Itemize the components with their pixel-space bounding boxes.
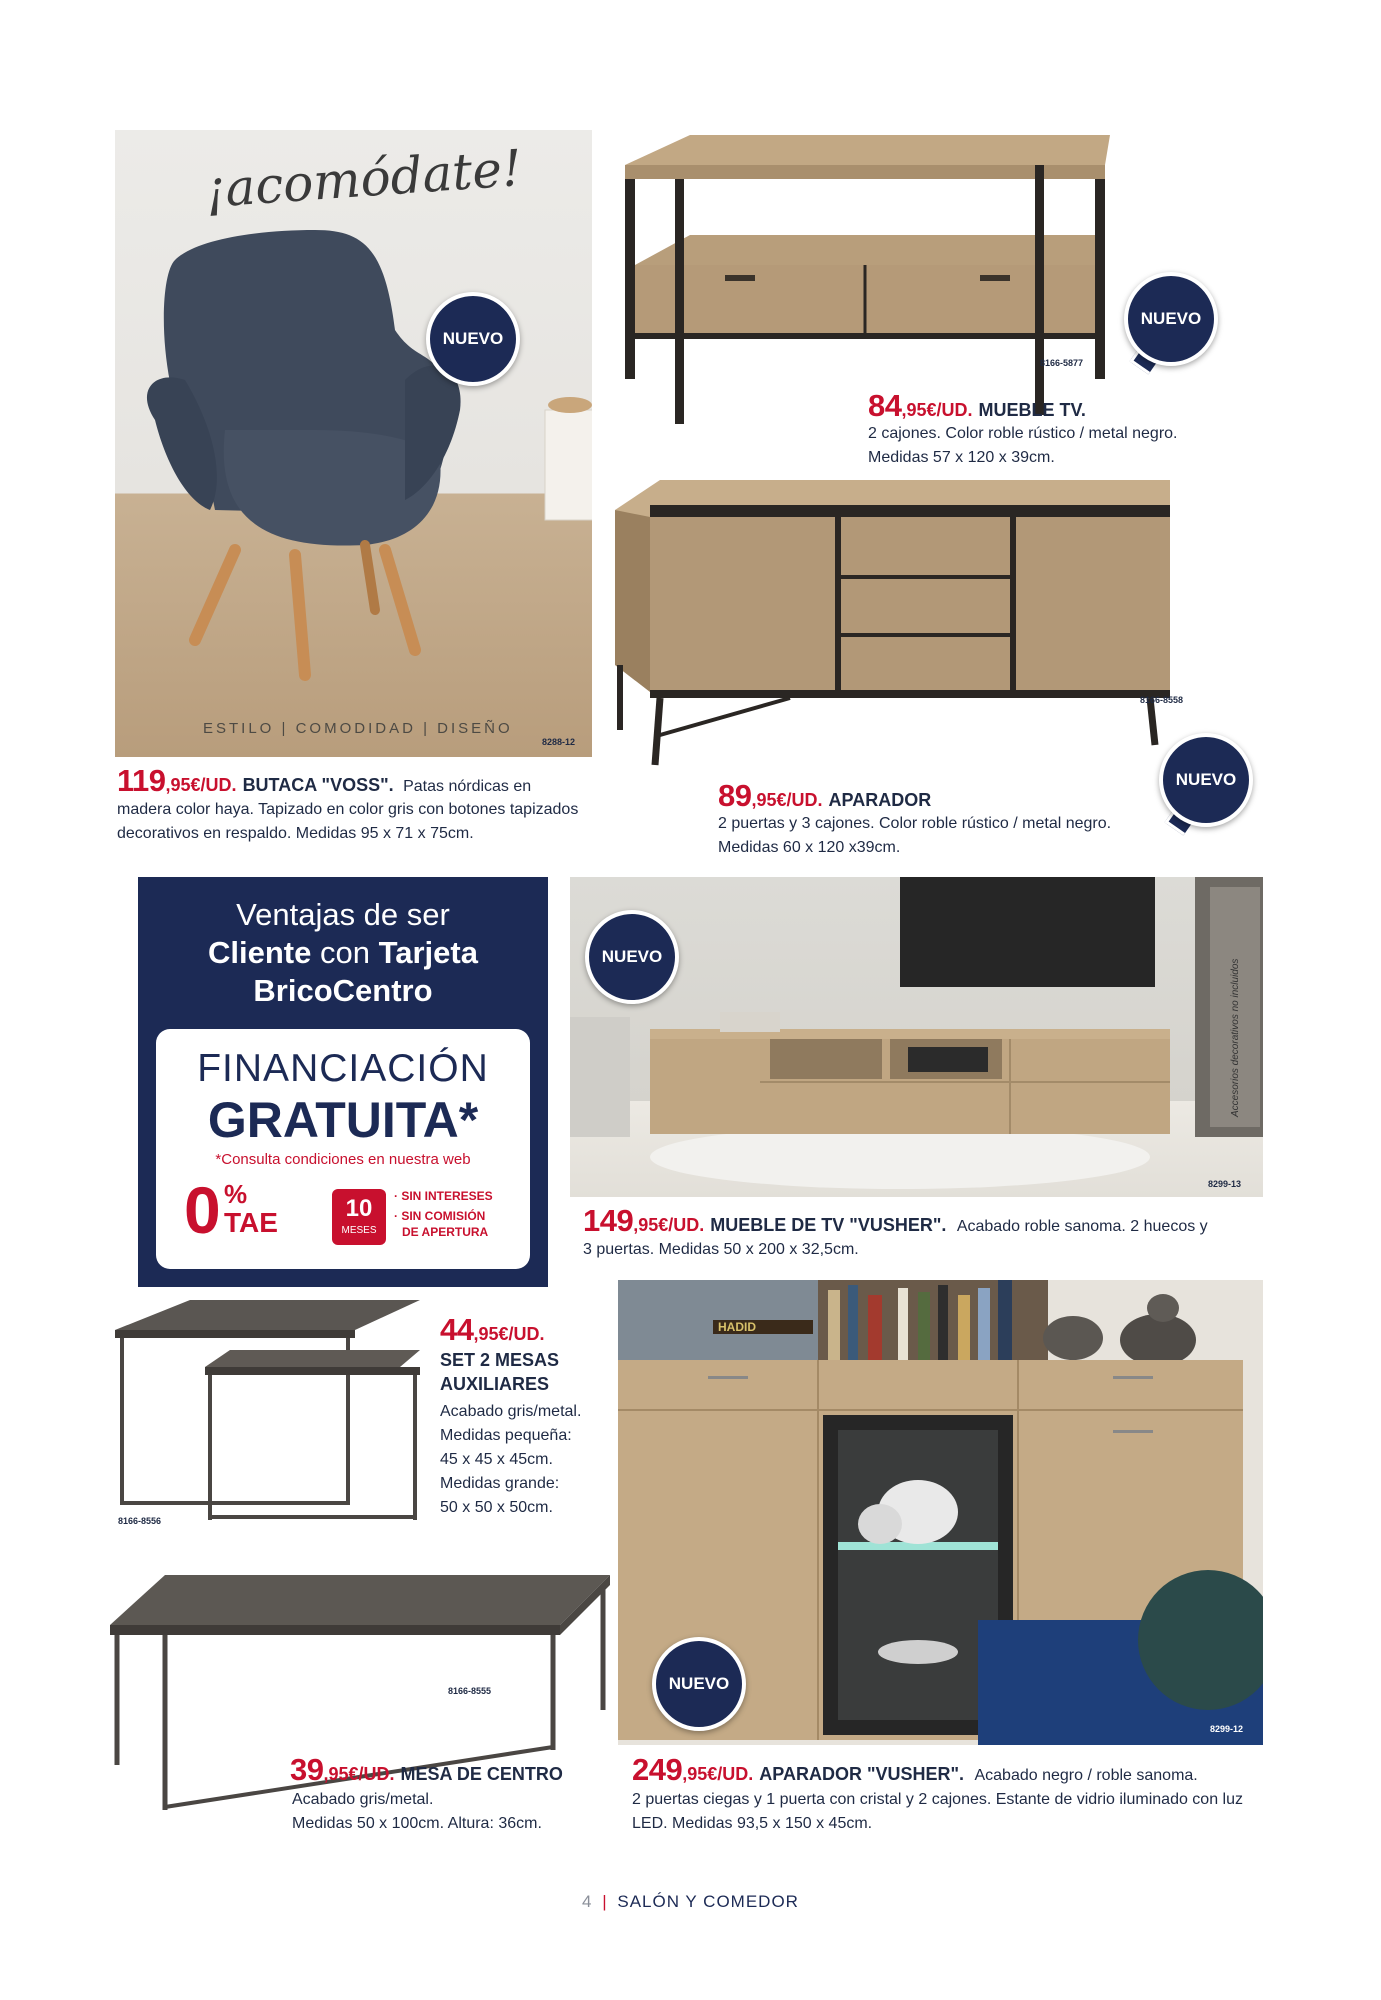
sideboard-price: 89,95€/UD. [718, 778, 823, 813]
tv-unit-desc: 2 cajones. Color roble rústico / metal negro. Medidas 57 x 120 x 39cm. [868, 425, 1178, 466]
vusher-tv-price: 149,95€/UD. [583, 1203, 705, 1238]
side-tables-line5: 50 x 50 x 50cm. [440, 1499, 553, 1516]
tv-unit-new-badge: NUEVO [1124, 272, 1218, 366]
promo-line2: Cliente con Tarjeta [208, 935, 478, 970]
side-tables-name1: SET 2 MESAS [440, 1350, 560, 1370]
chair-new-badge: NUEVO [426, 292, 520, 386]
promo-percent: % [224, 1179, 248, 1209]
tv-unit-code: 8166-5877 [1040, 358, 1084, 368]
side-tables-line3: 45 x 45 x 45cm. [440, 1451, 553, 1468]
promo-box [138, 877, 548, 1287]
sideboard-code: 8166-8558 [1140, 695, 1184, 705]
promo-card [156, 1029, 530, 1269]
chair-illustration [115, 130, 592, 757]
chair-code: 8288-12 [542, 737, 576, 747]
promo-tae: TAE [224, 1207, 278, 1238]
page-number: 4 [582, 1892, 592, 1911]
vusher-sideboard-name: APARADOR "VUSHER". [759, 1764, 965, 1784]
sideboard-new-badge: NUEVO [1159, 733, 1253, 827]
promo-line3: BricoCentro [253, 973, 433, 1008]
coffee-table-desc1: Acabado gris/metal. [292, 1791, 434, 1808]
side-tables-code: 8166-8556 [118, 1516, 162, 1526]
side-tables-line1: Acabado gris/metal. [440, 1403, 582, 1420]
vusher-tv-price-line [583, 1203, 1273, 1239]
vusher-tv-photo [570, 877, 1263, 1197]
chair-price: 119,95€/UD. [117, 763, 237, 798]
tv-unit-price-line [868, 388, 1086, 424]
promo-financ1: FINANCIACIÓN [197, 1047, 489, 1090]
coffee-table-price: 39,95€/UD. [290, 1752, 395, 1787]
promo-bullet2a: · SIN COMISIÓN [394, 1209, 486, 1223]
chair-tagline: ESTILO | COMODIDAD | DISEÑO [203, 720, 513, 737]
vusher-tv-illustration [570, 877, 1263, 1197]
chair-desc-first: Patas nórdicas en [403, 778, 532, 795]
vusher-tv-name: MUEBLE DE TV "VUSHER". [710, 1215, 947, 1235]
promo-months-label: MESES [341, 1225, 377, 1236]
promo-bullet1: · SIN INTERESES [394, 1189, 493, 1203]
sideboard-illustration [610, 475, 1170, 775]
side-tables-line4: Medidas grande: [440, 1475, 560, 1492]
sideboard-name: APARADOR [828, 790, 932, 810]
tv-unit-name: MUEBLE TV. [978, 400, 1086, 420]
chair-headline: ¡acomódate! [203, 139, 524, 219]
coffee-table-desc2: Medidas 50 x 100cm. Altura: 36cm. [292, 1815, 542, 1832]
promo-months-num: 10 [345, 1195, 373, 1222]
chair-price-line [117, 763, 597, 799]
side-tables-illustration [110, 1295, 430, 1525]
page-footer [0, 1892, 1381, 1912]
promo-line1: Ventajas de ser [236, 897, 450, 932]
vusher-sideboard-new-badge: NUEVO [652, 1637, 746, 1731]
footer-separator: | [602, 1892, 607, 1911]
vusher-sideboard-price: 249,95€/UD. [632, 1752, 754, 1787]
side-tables-line2: Medidas pequeña: [440, 1427, 572, 1444]
coffee-table-code: 8166-8555 [448, 1686, 492, 1696]
chair-desc: madera color haya. Tapizado en color gris con botones tapizados decorativos en respaldo. Medidas 95 x 71 x 75cm. [117, 801, 579, 842]
footer-section: SALÓN Y COMEDOR [617, 1892, 799, 1911]
coffee-table-price-line [290, 1752, 563, 1788]
vusher-sideboard-code: 8299-12 [1210, 1724, 1244, 1734]
side-tables-name2: AUXILIARES [440, 1374, 550, 1394]
vusher-tv-desc-first: Acabado roble sanoma. 2 huecos y [956, 1218, 1208, 1235]
calendar-icon [332, 1189, 386, 1245]
vusher-sideboard-desc-first: Acabado negro / roble sanoma. [974, 1767, 1198, 1784]
vusher-tv-code: 8299-13 [1208, 1179, 1242, 1189]
chair-photo [115, 130, 592, 757]
vusher-tv-desc: 3 puertas. Medidas 50 x 200 x 32,5cm. [583, 1241, 859, 1258]
vusher-sideboard-book-label: HADID [718, 1320, 756, 1334]
sideboard-desc: 2 puertas y 3 cajones. Color roble rústico / metal negro. Medidas 60 x 120 x39cm. [718, 815, 1112, 856]
promo-financ2: GRATUITA* [207, 1092, 479, 1148]
promo-note: *Consulta condiciones en nuestra web [215, 1151, 471, 1168]
promo-bullet2b: DE APERTURA [402, 1225, 489, 1239]
coffee-table-name: MESA DE CENTRO [400, 1764, 563, 1784]
chair-name: BUTACA "VOSS". [242, 775, 394, 795]
vusher-sideboard-price-line [632, 1752, 1272, 1788]
vusher-sideboard-desc: 2 puertas ciegas y 1 puerta con cristal y 2 cajones. Estante de vidrio iluminado con luz LED. Medidas 93,5 x 150 x 45cm. [632, 1791, 1243, 1832]
side-tables-price: 44,95€/UD. [440, 1312, 545, 1347]
promo-zero: 0 [184, 1173, 221, 1247]
sideboard-price-line [718, 778, 931, 814]
vusher-tv-side-note: Accesorios decorativos no incluidos [1230, 958, 1241, 1117]
tv-unit-price: 84,95€/UD. [868, 388, 973, 423]
vusher-tv-new-badge: NUEVO [585, 910, 679, 1004]
